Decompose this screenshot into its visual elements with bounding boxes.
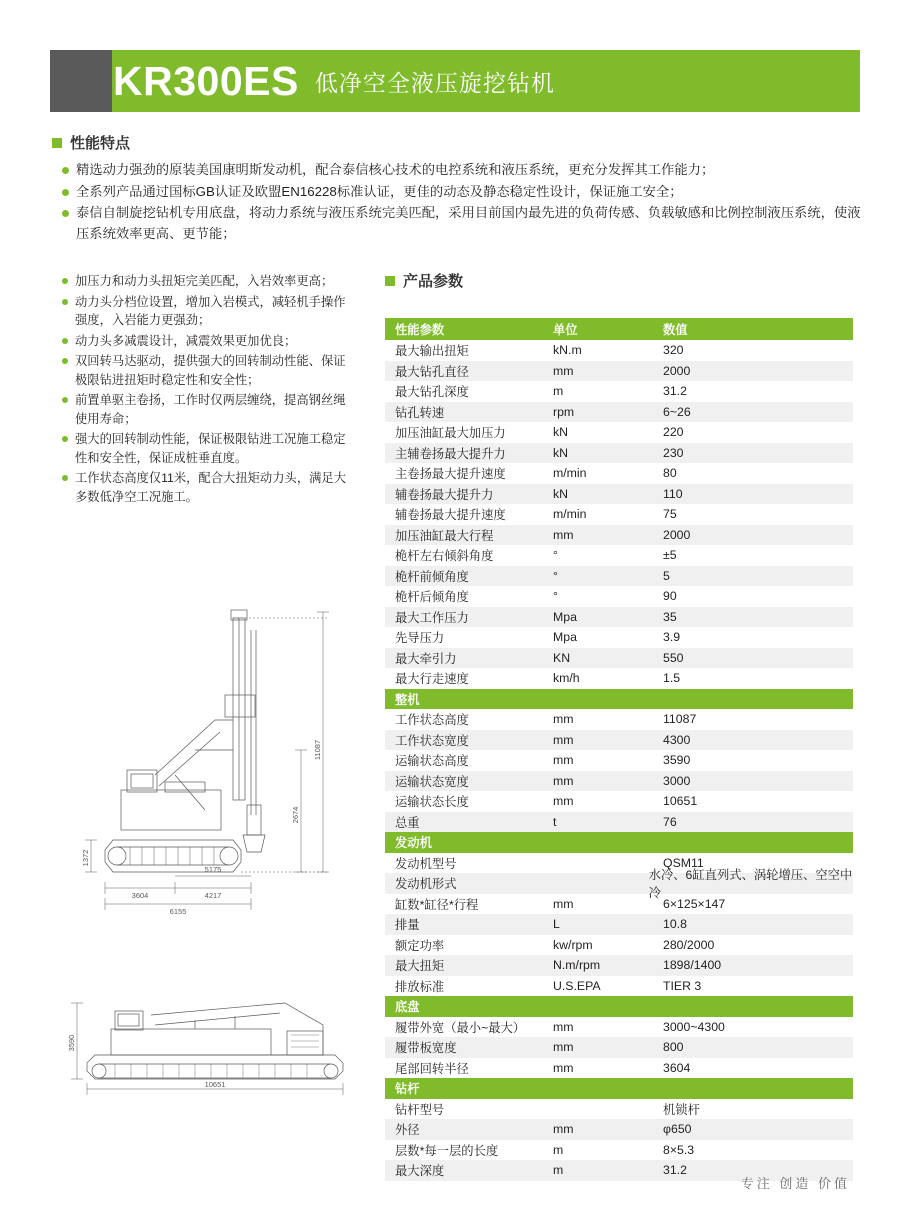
list-item <box>62 272 352 291</box>
table-group-row <box>385 1078 853 1099</box>
table-row <box>385 545 853 566</box>
cell-unit: m <box>553 1142 564 1157</box>
cell-value: ±5 <box>663 548 677 563</box>
cell-name: 运输状态高度 <box>395 754 469 769</box>
cell-unit: ° <box>553 589 558 604</box>
bullet-text: 工作状态高度仅11米，配合大扭矩动力头，满足大多数低净空工况施工。 <box>75 471 347 504</box>
cell-value: 80 <box>663 466 677 481</box>
dot-bullet-icon <box>62 475 68 481</box>
table-row <box>385 463 853 484</box>
table-group-row <box>385 996 853 1017</box>
header-accent-block <box>50 50 112 112</box>
specs-table <box>385 318 853 1181</box>
cell-unit: mm <box>553 1019 574 1034</box>
cell-value: 10.8 <box>663 917 687 932</box>
cell-name: 最大钻孔直径 <box>395 364 469 379</box>
cell-value: 5 <box>663 568 670 583</box>
cell-value: 3590 <box>663 753 691 768</box>
cell-name: 钻杆型号 <box>395 1102 445 1117</box>
table-row <box>385 730 853 751</box>
cell-name: 排量 <box>395 918 420 933</box>
cell-name: 工作状态高度 <box>395 713 469 728</box>
table-row <box>385 340 853 361</box>
table-row <box>385 504 853 525</box>
performance-section-title <box>52 132 130 153</box>
table-row <box>385 1058 853 1079</box>
cell-value: 3000~4300 <box>663 1019 725 1034</box>
cell-name: 总重 <box>395 815 420 830</box>
bullet-text: 加压力和动力头扭矩完美匹配，入岩效率更高； <box>75 274 334 288</box>
cell-unit: ° <box>553 548 558 563</box>
table-row <box>385 935 853 956</box>
cell-value: 3.9 <box>663 630 681 645</box>
cell-unit: kN <box>553 425 569 440</box>
performance-bullet-list <box>62 160 862 245</box>
dot-bullet-icon <box>62 299 68 305</box>
cell-name: 最大行走速度 <box>395 672 469 687</box>
page-subtitle: 低净空全液压旋挖钻机 <box>314 69 555 96</box>
table-group-row <box>385 689 853 710</box>
table-row <box>385 1017 853 1038</box>
cell-unit: KN <box>553 650 571 665</box>
cell-name: 发动机型号 <box>395 856 457 871</box>
cell-unit: Mpa <box>553 630 577 645</box>
cell-name: 底盘 <box>395 1000 420 1015</box>
cell-unit: mm <box>553 753 574 768</box>
bullet-text: 泰信自制旋挖钻机专用底盘，将动力系统与液压系统完美匹配，采用目前国内最先进的负荷传感、负载敏感和比例控制液压系统，使液压系统效率更高、更节能； <box>76 205 861 241</box>
cell-name: 运输状态长度 <box>395 795 469 810</box>
cell-name: 加压油缸最大行程 <box>395 528 494 543</box>
cell-unit: kN <box>553 445 569 460</box>
square-bullet-icon <box>52 138 62 148</box>
table-row <box>385 976 853 997</box>
table-row <box>385 648 853 669</box>
cell-unit: mm <box>553 1040 574 1055</box>
cell-unit: N.m/rpm <box>553 958 601 973</box>
cell-name: 缸数*缸径*行程 <box>395 897 479 912</box>
cell-unit: m <box>553 384 564 399</box>
cell-name: 桅杆前倾角度 <box>395 569 469 584</box>
dim-height-11087: 11087 <box>313 739 322 761</box>
cell-name: 工作状态宽度 <box>395 733 469 748</box>
table-row <box>385 955 853 976</box>
cell-unit: mm <box>553 363 574 378</box>
cell-name: 最大深度 <box>395 1164 445 1179</box>
bullet-text: 精选动力强劲的原装美国康明斯发动机，配合泰信核心技术的电控系统和液压系统，更充分发挥其工作能力； <box>76 162 715 177</box>
table-row <box>385 361 853 382</box>
left-margin-bar <box>0 0 14 1222</box>
dot-bullet-icon <box>62 167 69 174</box>
table-row <box>385 1140 853 1161</box>
cell-unit: km/h <box>553 671 580 686</box>
cell-unit: L <box>553 917 560 932</box>
table-row <box>385 484 853 505</box>
table-row <box>385 668 853 689</box>
cell-value: 2000 <box>663 363 691 378</box>
cell-name: 辅卷扬最大提升速度 <box>395 508 506 523</box>
cell-value: 1.5 <box>663 671 681 686</box>
bullet-text: 前置单驱主卷扬，工作时仅两层缠绕，提高钢丝绳使用寿命； <box>75 393 346 426</box>
cell-name: 整机 <box>395 692 420 707</box>
page-header <box>50 50 860 112</box>
table-row <box>385 422 853 443</box>
table-row <box>385 894 853 915</box>
dim-2674: 2674 <box>291 806 300 824</box>
cell-name: 钻孔转速 <box>395 405 445 420</box>
cell-value: 机锁杆 <box>663 1102 700 1117</box>
table-row <box>385 709 853 730</box>
cell-value: 2000 <box>663 527 691 542</box>
cell-name: 排放标准 <box>395 979 445 994</box>
table-row <box>385 443 853 464</box>
cell-value: 220 <box>663 425 684 440</box>
dim-5175: 5175 <box>204 865 222 874</box>
list-item <box>62 391 352 428</box>
cell-name: 发动机形式 <box>395 877 457 892</box>
table-row <box>385 914 853 935</box>
table-row <box>385 525 853 546</box>
cell-name: 履带外宽（最小~最大） <box>395 1020 526 1035</box>
dim-10651: 10651 <box>204 1080 226 1089</box>
cell-name: 发动机 <box>395 836 432 851</box>
cell-name: 最大牵引力 <box>395 651 457 666</box>
cell-value: 31.2 <box>663 1163 687 1178</box>
cell-value: 6~26 <box>663 404 691 419</box>
list-item <box>62 182 862 203</box>
dot-bullet-icon <box>62 189 69 196</box>
cell-value: 3000 <box>663 773 691 788</box>
dot-bullet-icon <box>62 210 69 217</box>
cell-value: 35 <box>663 609 677 624</box>
dot-bullet-icon <box>62 397 68 403</box>
cell-name: 钻杆 <box>395 1082 420 1097</box>
cell-value: 90 <box>663 589 677 604</box>
cell-value: 31.2 <box>663 384 687 399</box>
cell-name: 最大输出扭矩 <box>395 344 469 359</box>
cell-name: 桅杆后倾角度 <box>395 590 469 605</box>
dim-3604: 3604 <box>131 891 149 900</box>
cell-name: 层数*每一层的长度 <box>395 1143 499 1158</box>
list-item <box>62 430 352 467</box>
cell-name: 加压油缸最大加压力 <box>395 426 506 441</box>
cell-name: 最大钻孔深度 <box>395 385 469 400</box>
cell-name: 最大扭矩 <box>395 959 445 974</box>
cell-unit: ° <box>553 568 558 583</box>
cell-value: 76 <box>663 814 677 829</box>
bullet-text: 动力头多减震设计，减震效果更加优良； <box>75 333 297 348</box>
cell-name: 尾部回转半径 <box>395 1061 469 1076</box>
cell-unit: mm <box>553 712 574 727</box>
square-bullet-icon <box>385 276 395 286</box>
cell-name: 最大工作压力 <box>395 610 469 625</box>
cell-name: 桅杆左右倾斜角度 <box>395 549 494 564</box>
table-row <box>385 1099 853 1120</box>
cell-unit: rpm <box>553 404 575 419</box>
bullet-text: 动力头分档位设置，增加入岩模式，减轻机手操作强度，入岩能力更强劲； <box>75 294 346 327</box>
cell-value: 水冷、6缸直列式、涡轮增压、空空中冷 <box>648 868 853 901</box>
cell-name: 主卷扬最大提升速度 <box>395 467 506 482</box>
cell-unit: U.S.EPA <box>553 978 601 993</box>
cell-name: 主辅卷扬最大提升力 <box>395 446 506 461</box>
cell-value: 10651 <box>663 794 698 809</box>
cell-value: 6×125×147 <box>663 896 726 911</box>
list-item <box>62 160 862 181</box>
dim-6155: 6155 <box>169 907 187 916</box>
list-item <box>62 469 352 506</box>
dim-4217: 4217 <box>204 891 222 900</box>
list-item <box>62 352 352 389</box>
table-row <box>385 627 853 648</box>
bullet-text: 强大的回转制动性能，保证极限钻进工况施工稳定性和安全性，保证成桩垂直度。 <box>75 432 346 465</box>
table-row <box>385 381 853 402</box>
table-row <box>385 1037 853 1058</box>
table-row <box>385 771 853 792</box>
cell-unit: kN.m <box>553 343 582 358</box>
list-item <box>62 293 352 330</box>
transport-state-drawing <box>55 985 365 1095</box>
cell-unit: mm <box>553 527 574 542</box>
table-group-row <box>385 832 853 853</box>
cell-value: 3604 <box>663 1060 691 1075</box>
table-row <box>385 868 853 901</box>
list-item <box>62 203 862 244</box>
table-row <box>385 607 853 628</box>
dim-1372: 1372 <box>81 849 90 867</box>
cell-value: 4300 <box>663 732 691 747</box>
cell-value: 280/2000 <box>663 937 715 952</box>
cell-unit: m/min <box>553 466 587 481</box>
bullet-text: 双回转马达驱动，提供强大的回转制动性能、保证极限钻进扭矩时稳定性和安全性； <box>75 354 346 387</box>
table-row <box>385 812 853 833</box>
cell-value: 230 <box>663 445 684 460</box>
list-item <box>62 332 352 351</box>
params-title-label: 产品参数 <box>403 273 464 290</box>
footer-slogan: 专注 创造 价值 <box>740 1176 850 1191</box>
cell-unit: mm <box>553 896 574 911</box>
bullet-text: 全系列产品通过国标GB认证及欧盟EN16228标准认证，更佳的动态及静态稳定性设计，保证施工安全； <box>76 183 683 199</box>
cell-value: 1898/1400 <box>663 958 722 973</box>
cell-unit: mm <box>553 732 574 747</box>
cell-value: QSM11 <box>663 855 704 870</box>
cell-name: 运输状态宽度 <box>395 774 469 789</box>
column-header: 单位 <box>553 323 578 337</box>
dot-bullet-icon <box>62 338 68 344</box>
cell-name: 外径 <box>395 1123 420 1138</box>
table-header-row <box>385 318 853 340</box>
cell-value: 75 <box>663 507 677 522</box>
cell-unit: mm <box>553 794 574 809</box>
dot-bullet-icon <box>62 278 68 284</box>
cell-unit: mm <box>553 1122 574 1137</box>
cell-unit: t <box>553 814 557 829</box>
cell-value: 8×5.3 <box>663 1142 695 1157</box>
table-row <box>385 750 853 771</box>
cell-value: 11087 <box>663 712 697 727</box>
table-row <box>385 791 853 812</box>
column-header: 性能参数 <box>395 323 445 337</box>
dot-bullet-icon <box>62 436 68 442</box>
cell-unit: mm <box>553 773 574 788</box>
performance-title-label: 性能特点 <box>70 135 131 152</box>
dim-3590: 3590 <box>67 1034 76 1052</box>
column-header: 数值 <box>663 323 688 337</box>
cell-name: 履带板宽度 <box>395 1041 457 1056</box>
cell-value: 800 <box>663 1040 684 1055</box>
table-row <box>385 1119 853 1140</box>
cell-unit: Mpa <box>553 609 577 624</box>
cell-value: 550 <box>663 650 684 665</box>
dot-bullet-icon <box>62 358 68 364</box>
cell-value: 320 <box>663 343 684 358</box>
params-section-title <box>385 270 463 291</box>
cell-value: φ650 <box>663 1122 692 1137</box>
table-row <box>385 586 853 607</box>
cell-value: 110 <box>663 486 683 501</box>
table-row <box>385 566 853 587</box>
table-row <box>385 402 853 423</box>
cell-name: 辅卷扬最大提升力 <box>395 487 494 502</box>
page-title: KR300ES <box>113 57 299 104</box>
cell-unit: mm <box>553 1060 574 1075</box>
working-state-drawing <box>55 600 365 930</box>
performance-sub-bullet-list <box>62 272 352 508</box>
cell-unit: m <box>553 1163 564 1178</box>
cell-unit: kw/rpm <box>553 937 593 952</box>
cell-unit: kN <box>553 486 569 501</box>
cell-name: 额定功率 <box>395 938 445 953</box>
cell-name: 先导压力 <box>395 631 445 646</box>
cell-value: TIER 3 <box>663 978 702 993</box>
cell-unit: m/min <box>553 507 587 522</box>
